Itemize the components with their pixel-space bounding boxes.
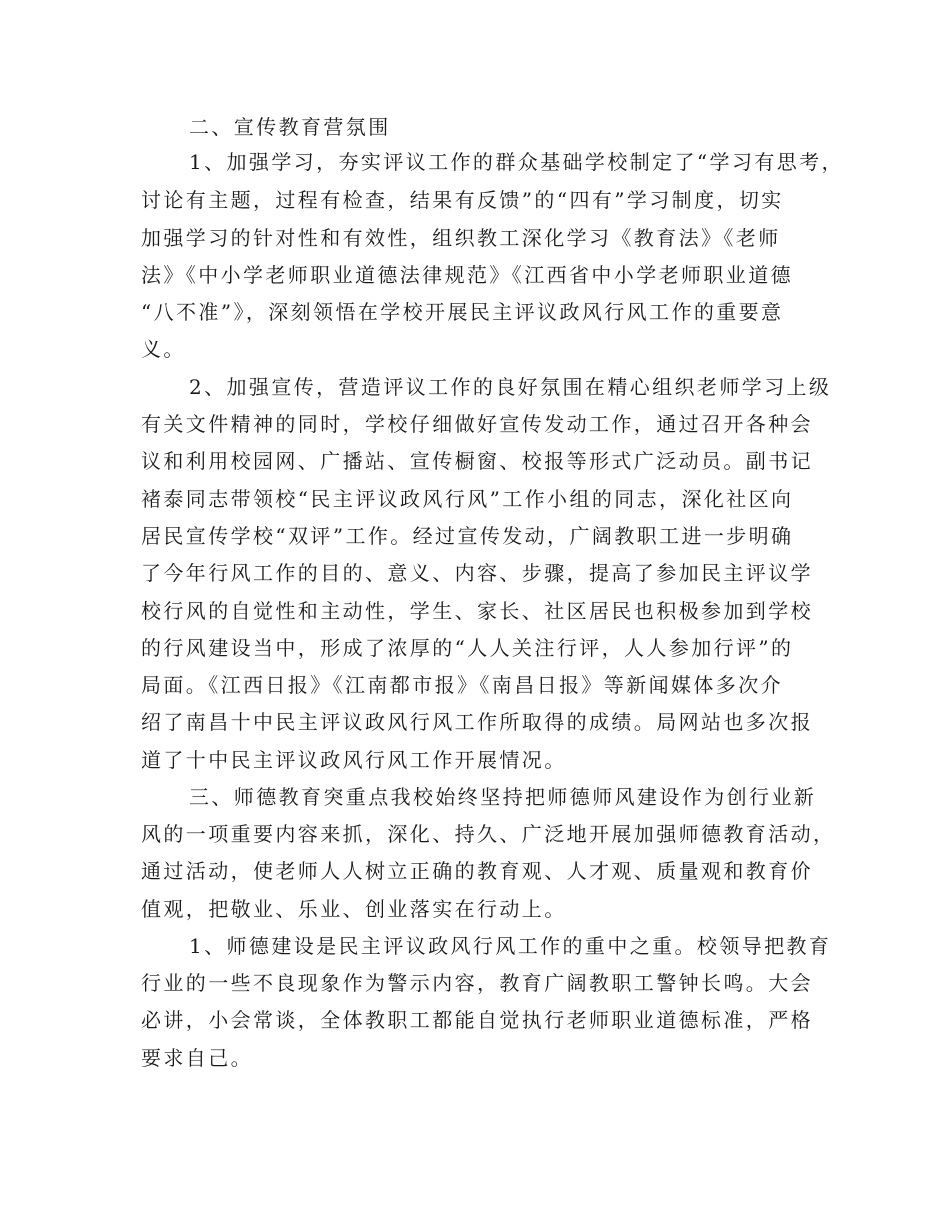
- paragraph-line: 绍了南昌十中民主评议政风行风工作所取得的成绩。局网站也多次报: [141, 710, 813, 734]
- paragraph-line: 了今年行风工作的目的、意义、内容、步骤，提高了参加民主评议学: [141, 561, 813, 585]
- paragraph-line: 加强学习的针对性和有效性，组织教工深化学习《教育法》《老师: [141, 226, 781, 250]
- paragraph-line: 居民宣传学校“双评”工作。经过宣传发动，广阔教职工进一步明确: [141, 524, 794, 548]
- paragraph-line: 有关文件精神的同时，学校仔细做好宣传发动工作，通过召开各种会: [141, 412, 813, 436]
- paragraph-line: 议和利用校园网、广播站、宣传橱窗、校报等形式广泛动员。副书记: [141, 449, 813, 473]
- paragraph-line: “八不准”》，深刻领悟在学校开展民主评议政风行风工作的重要意: [141, 300, 784, 324]
- paragraph-line: 值观，把敬业、乐业、创业落实在行动上。: [141, 897, 567, 921]
- paragraph-line: 风的一项重要内容来抓，深化、持久、广泛地开展加强师德教育活动，: [141, 822, 836, 846]
- paragraph-line: 三、师德教育突重点我校始终坚持把师德师风建设作为创行业新: [189, 785, 817, 809]
- paragraph-line: 的行风建设当中，形成了浓厚的“人人关注行评，人人参加行评”的: [141, 636, 794, 660]
- paragraph-line: 义。: [141, 337, 186, 361]
- paragraph-line: 通过活动，使老师人人树立正确的教育观、人才观、质量观和教育价: [141, 859, 813, 883]
- paragraph-line: 褚泰同志带领校“民主评议政风行风”工作小组的同志，深化社区向: [141, 487, 794, 511]
- paragraph-line: 行业的一些不良现象作为警示内容，教育广阔教职工警钟长鸣。大会: [141, 971, 813, 995]
- paragraph-line: 2、加强宣传，营造评议工作的良好氛围在精心组织老师学习上级: [189, 375, 832, 399]
- paragraph-line: 1、师德建设是民主评议政风行风工作的重中之重。校领导把教育: [189, 934, 832, 958]
- paragraph-line: 局面。《江西日报》《江南都市报》《南昌日报》等新闻媒体多次介: [141, 673, 783, 697]
- paragraph-line: 要求自己。: [141, 1046, 253, 1070]
- paragraph-line: 1、加强学习，夯实评议工作的群众基础学校制定了“学习有思考，: [189, 150, 844, 174]
- section-heading-2: 二、宣传教育营氛围: [189, 115, 391, 139]
- paragraph-line: 法》《中小学老师职业道德法律规范》《江西省中小学老师职业道德: [141, 263, 793, 287]
- paragraph-line: 必讲，小会常谈，全体教职工都能自觉执行老师职业道德标准，严格: [141, 1008, 813, 1032]
- paragraph-line: 道了十中民主评议政风行风工作开展情况。: [141, 748, 567, 772]
- paragraph-line: 校行风的自觉性和主动性，学生、家长、社区居民也积极参加到学校: [141, 599, 813, 623]
- paragraph-line: 讨论有主题，过程有检查，结果有反馈”的“四有”学习制度，切实: [141, 188, 784, 212]
